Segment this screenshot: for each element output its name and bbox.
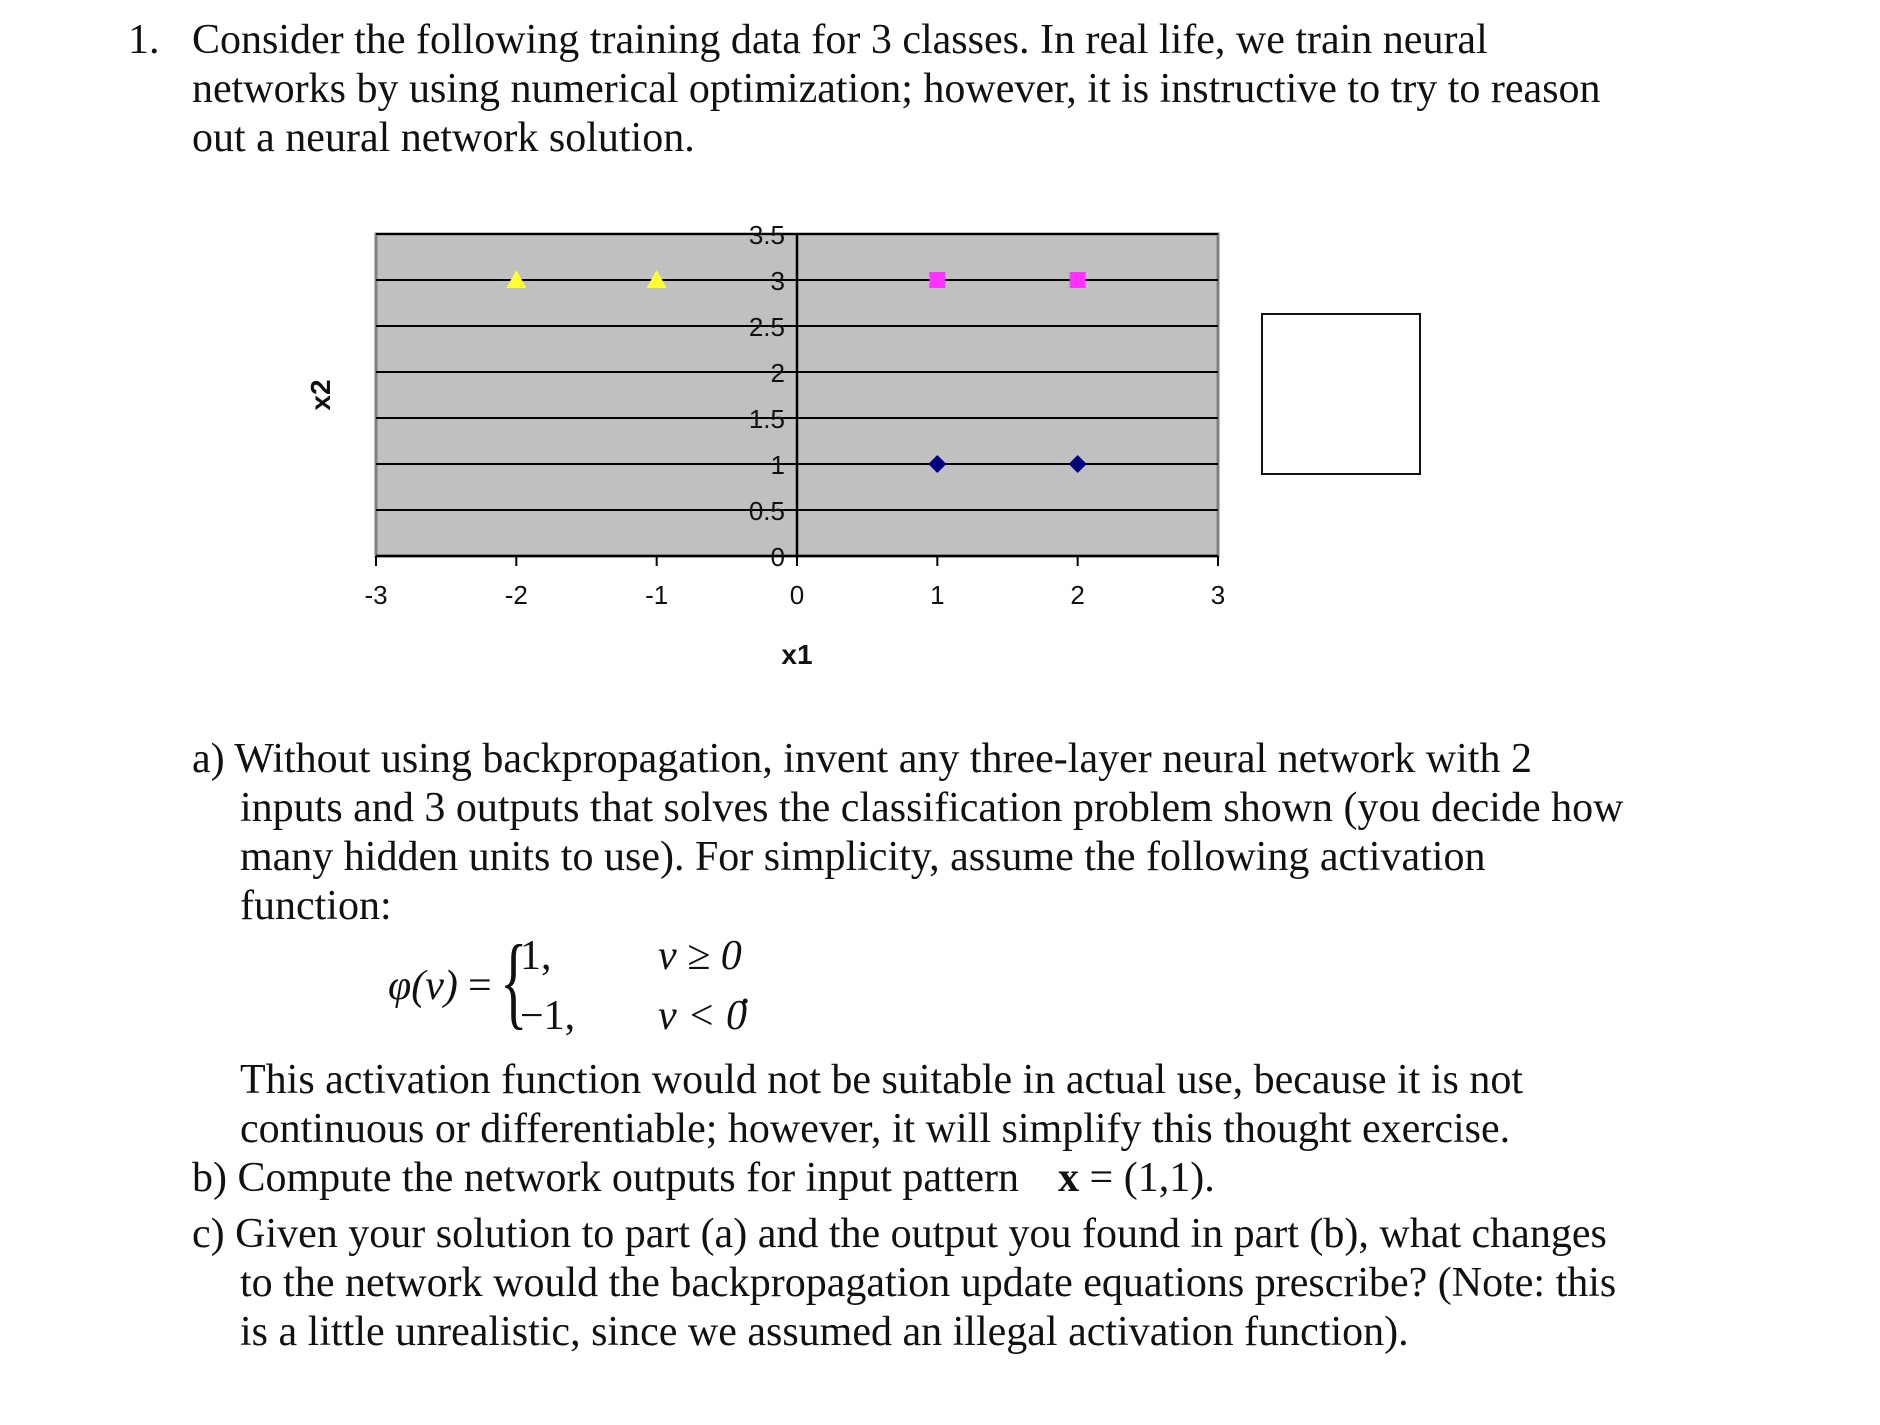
formula-case1-condition: v ≥ 0 xyxy=(658,933,742,979)
data-point-class-2 xyxy=(929,272,945,288)
question-line-2: networks by using numerical optimization; however, it is instructive to try to reason xyxy=(192,66,1601,112)
formula-lhs: φ(v) xyxy=(388,963,458,1009)
part-a-after-line-2: continuous or differentiable; however, it will simplify this thought exercise. xyxy=(240,1106,1511,1152)
y-axis-label: x2 xyxy=(305,379,336,411)
chart-legend xyxy=(1262,314,1420,474)
formula-case2-value: −1, xyxy=(520,993,576,1039)
part-b-vector: x xyxy=(1058,1155,1080,1201)
x-tick-label: 0 xyxy=(789,580,805,610)
part-a-line-1: a) Without using backpropagation, invent any three-layer neural network with 2 xyxy=(192,736,1532,782)
part-c-line-1: c) Given your solution to part (a) and the output you found in part (b), what changes xyxy=(192,1211,1607,1257)
data-point-class-2 xyxy=(1070,272,1086,288)
part-b-text: b) Compute the network outputs for input pattern xyxy=(192,1155,1020,1201)
x-tick-label: 2 xyxy=(1070,580,1085,610)
y-tick-label: 0.5 xyxy=(748,496,785,526)
y-tick-label: 1.5 xyxy=(748,404,785,434)
x-axis-label: x1 xyxy=(781,639,813,670)
part-a-line-4: function: xyxy=(240,883,392,929)
x-tick-label: -2 xyxy=(504,580,528,610)
activation-formula xyxy=(388,924,808,1050)
part-a-line-2: inputs and 3 outputs that solves the classification problem shown (you decide how xyxy=(240,785,1624,831)
formula-brace: { xyxy=(500,924,528,1039)
formula-case1-value: 1, xyxy=(520,933,552,979)
part-b xyxy=(192,1154,1215,1202)
scatter-chart xyxy=(290,200,1440,680)
question-line-3: out a neural network solution. xyxy=(192,115,695,161)
y-tick-label: 3.5 xyxy=(748,220,785,250)
y-tick-label: 1 xyxy=(770,450,785,480)
part-a-after-line-1: This activation function would not be suitable in actual use, because it is not xyxy=(240,1057,1524,1103)
part-b-value: = (1,1). xyxy=(1079,1155,1215,1201)
y-tick-label: 3 xyxy=(770,266,785,296)
question-line-1: Consider the following training data for 3 classes. In real life, we train neural xyxy=(192,17,1488,63)
part-a-line-3: many hidden units to use). For simplicity, assume the following activation xyxy=(240,834,1486,880)
y-tick-label: 2 xyxy=(770,358,785,388)
formula-equals: = xyxy=(468,963,492,1009)
y-tick-label: 2.5 xyxy=(748,312,785,342)
question-number: 1. xyxy=(128,17,160,63)
x-tick-label: 1 xyxy=(930,580,945,610)
x-tick-label: 3 xyxy=(1210,580,1226,610)
legend-box xyxy=(1262,314,1420,474)
chart-svg xyxy=(290,200,1440,680)
part-c-line-3: is a little unrealistic, since we assumed an illegal activation function). xyxy=(240,1309,1409,1355)
x-tick-label: -3 xyxy=(364,580,388,610)
formula-case2-condition: v < 0 xyxy=(658,993,747,1039)
y-tick-label: 0 xyxy=(770,542,785,572)
part-c-line-2: to the network would the backpropagation update equations prescribe? (Note: this xyxy=(240,1260,1617,1306)
x-tick-label: -1 xyxy=(645,580,669,610)
formula-period: . xyxy=(740,967,751,1013)
